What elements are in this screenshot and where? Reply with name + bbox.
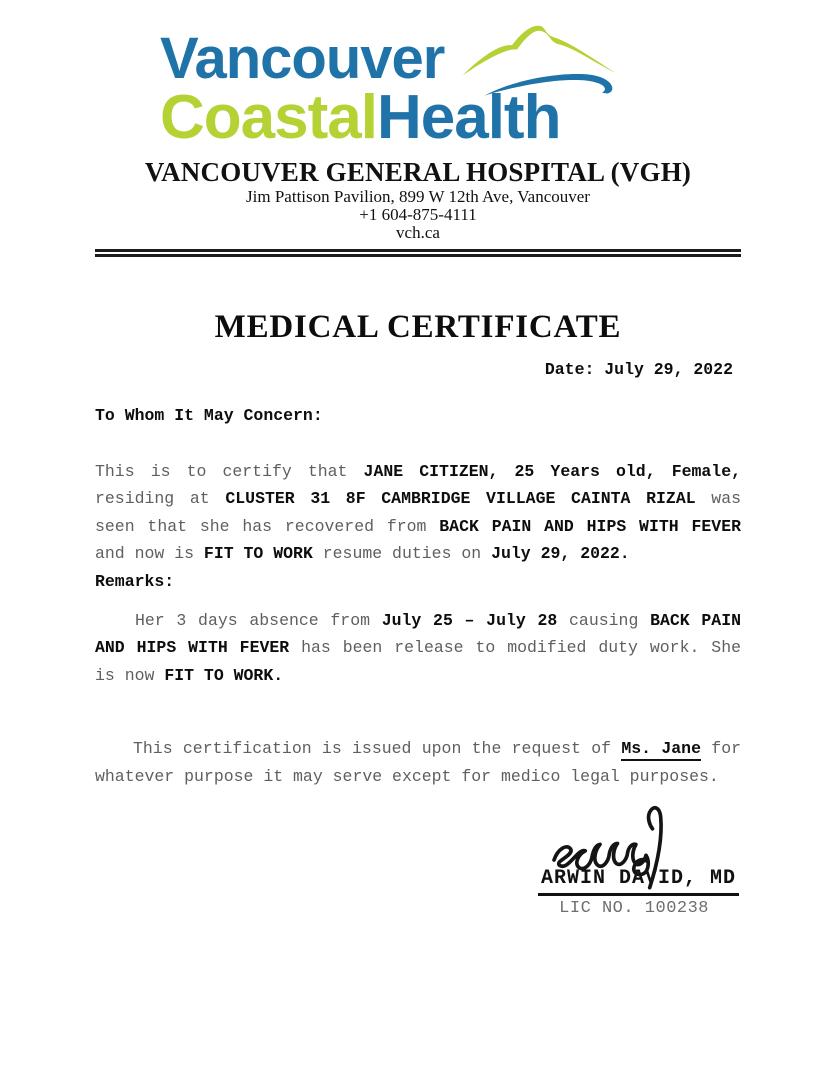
body-text: residing at bbox=[95, 489, 226, 509]
license-number: LIC NO. 100238 bbox=[559, 899, 709, 919]
signature-block bbox=[95, 803, 741, 923]
body-text: was bbox=[695, 489, 741, 509]
body-line bbox=[95, 763, 741, 790]
hospital-address: Jim Pattison Pavilion, 899 W 12th Ave, Vancouver bbox=[246, 187, 590, 206]
body-line bbox=[95, 662, 741, 689]
body-text: seen that she has recovered from bbox=[95, 516, 440, 536]
body-text: causing bbox=[557, 611, 651, 631]
hospital-website: vch.ca bbox=[396, 223, 440, 242]
body-line bbox=[95, 485, 741, 512]
emphasized-text: AND HIPS WITH FEVER bbox=[95, 638, 290, 658]
body-line bbox=[95, 735, 741, 762]
divider-rule bbox=[95, 249, 741, 257]
physician-name: ARWIN DAVID, MD bbox=[538, 867, 739, 896]
paragraph-purpose bbox=[95, 735, 741, 790]
body-text: has been release to modified duty work. She bbox=[289, 638, 741, 658]
body-text: This is to certify that bbox=[95, 462, 364, 481]
medical-certificate-document bbox=[0, 26, 835, 1080]
emphasized-text: July 29, 2022. bbox=[491, 544, 630, 564]
emphasized-text: BACK PAIN bbox=[650, 611, 741, 631]
body-line bbox=[95, 568, 741, 595]
emphasized-text: Ms. Jane bbox=[621, 739, 701, 761]
emphasized-text: FIT TO WORK. bbox=[164, 665, 284, 685]
vch-logo bbox=[160, 26, 660, 152]
body-line bbox=[95, 607, 741, 634]
body-line bbox=[95, 540, 741, 567]
body-text: for bbox=[701, 739, 742, 759]
logo-word-coastal: Coastal bbox=[160, 83, 377, 152]
logo-word-vancouver: Vancouver bbox=[160, 26, 445, 91]
body-line bbox=[95, 458, 741, 485]
hospital-header bbox=[95, 156, 741, 242]
body-text: and now is bbox=[95, 544, 204, 564]
paragraph-remarks bbox=[95, 607, 741, 689]
certificate-date: Date: July 29, 2022 bbox=[544, 360, 733, 379]
body-line bbox=[95, 513, 741, 540]
body-text: whatever purpose it may serve except for medico legal purposes. bbox=[95, 766, 719, 786]
emphasized-text: CLUSTER 31 8F CAMBRIDGE VILLAGE CAINTA RIZAL bbox=[225, 489, 696, 509]
hospital-phone: +1 604-875-4111 bbox=[359, 205, 477, 224]
emphasized-text: July 25 – July 28 bbox=[381, 611, 558, 631]
salutation: To Whom It May Concern: bbox=[95, 406, 323, 425]
emphasized-text: Remarks: bbox=[95, 571, 175, 591]
body-text: Her 3 days absence from bbox=[135, 611, 382, 631]
signature-scribble-icon bbox=[545, 803, 713, 895]
certificate-title: MEDICAL CERTIFICATE bbox=[214, 309, 622, 345]
paragraph-certification bbox=[95, 458, 741, 595]
body-line bbox=[95, 634, 741, 661]
body-text: is now bbox=[95, 665, 165, 685]
emphasized-text: JANE CITIZEN, 25 Years old, Female, bbox=[363, 462, 742, 481]
logo-word-health: Health bbox=[376, 83, 561, 152]
emphasized-text: FIT TO WORK bbox=[203, 544, 313, 564]
hospital-name: VANCOUVER GENERAL HOSPITAL (VGH) bbox=[144, 157, 692, 187]
body-text: This certification is issued upon the request of bbox=[133, 739, 622, 759]
logo-row-top bbox=[160, 26, 660, 91]
body-text: resume duties on bbox=[312, 544, 492, 564]
emphasized-text: BACK PAIN AND HIPS WITH FEVER bbox=[439, 516, 741, 536]
